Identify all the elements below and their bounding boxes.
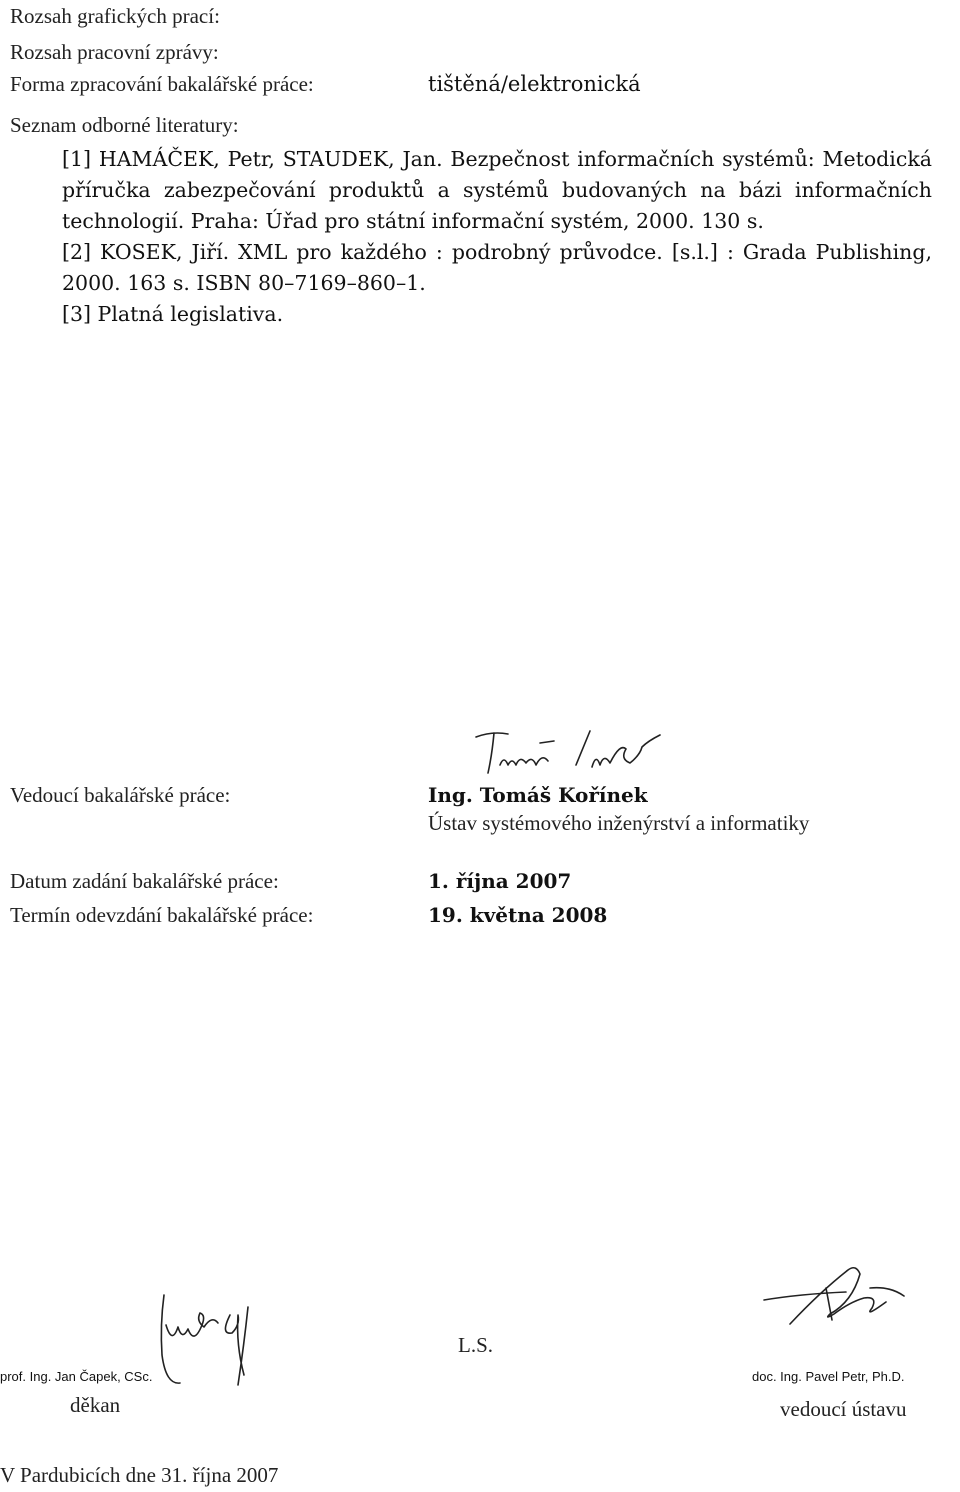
seal-mark: L.S.: [458, 1333, 494, 1357]
head-title: vedoucí ústavu: [780, 1397, 907, 1421]
report-scope-label: Rozsah pracovní zprávy:: [10, 40, 219, 64]
assigned-label: Datum zadání bakalářské práce:: [10, 869, 279, 893]
assigned-value: 1. října 2007: [428, 869, 572, 893]
supervisor-label: Vedoucí bakalářské práce:: [10, 783, 231, 807]
form-label: Forma zpracování bakalářské práce:: [10, 72, 314, 96]
dean-title: děkan: [70, 1393, 121, 1417]
dean-name: prof. Ing. Jan Čapek, CSc.: [0, 1369, 153, 1384]
supervisor-department: Ústav systémového inženýrství a informatiky: [428, 811, 810, 835]
head-name: doc. Ing. Pavel Petr, Ph.D.: [752, 1369, 905, 1384]
supervisor-name: Ing. Tomáš Kořínek: [428, 783, 648, 807]
reference-item: [3] Platná legislativa.: [62, 302, 284, 326]
head-signature-icon: [760, 1262, 910, 1342]
reference-item: [2] KOSEK, Jiří. XML pro každého : podrobný průvodce. [s.l.] : Grada Publishing, 2000. 163 s. ISBN 80–7169–860–1.: [62, 240, 932, 295]
reference-list: [62, 144, 932, 330]
deadline-value: 19. května 2008: [428, 903, 608, 927]
dean-signature-icon: [140, 1285, 270, 1390]
place-date: V Pardubicích dne 31. října 2007: [0, 1463, 279, 1487]
literature-label: Seznam odborné literatury:: [10, 113, 239, 137]
graphics-scope-label: Rozsah grafických prací:: [10, 4, 220, 28]
deadline-label: Termín odevzdání bakalářské práce:: [10, 903, 314, 927]
reference-item: [1] HAMÁČEK, Petr, STAUDEK, Jan. Bezpečnost informačních systémů: Metodická příručka zabezpečování produktů a systémů budovaných na bázi informačních technologií. Praha: Úřad pro státní informační systém, 2000. 130 s.: [62, 147, 932, 233]
form-value: tištěná/elektronická: [428, 72, 641, 96]
